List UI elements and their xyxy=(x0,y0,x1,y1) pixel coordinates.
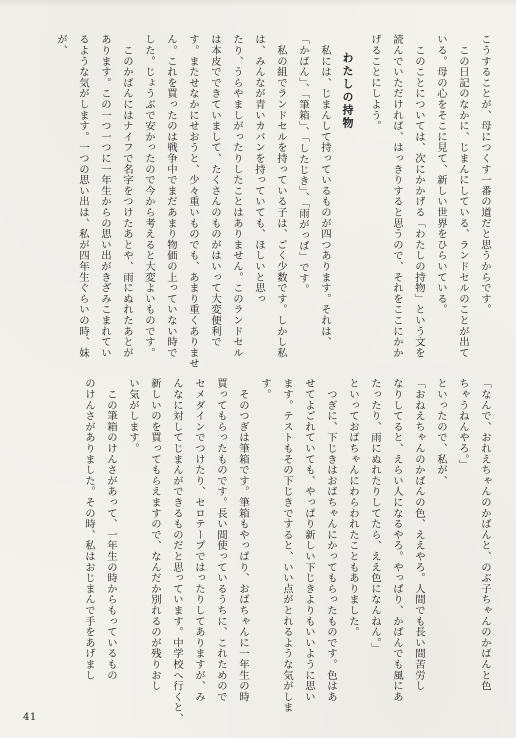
text-column: なりしてると、えらい人になるやろ。やっぱり、かばんでも風にあ xyxy=(391,378,403,702)
text-column: このかばんにはナイフで名字をつけたあとや、雨にぬれたあとが xyxy=(121,34,133,358)
text-column: のけんさがありました。その時、私はおじまんで手をあげまし xyxy=(83,378,95,681)
text-column: ん。これを買ったのは戦争中でまだあまり物価の上っていない時で xyxy=(165,34,177,358)
text-column: こうすることが、母につくす一番の道だと思うからです。 xyxy=(479,34,491,315)
text-column: たり、うらやましがったりしたことはありません。このランドセル xyxy=(231,34,243,358)
text-column: げることにしよう。 xyxy=(369,34,381,132)
text-column: このことについては、次にかかげる「わたしの持物」という文を xyxy=(413,34,425,358)
text-column: んなに対してじまんができるものだと思っています。中学校へ行くと、 xyxy=(171,378,183,724)
text-column: は本皮でできていまして、たくさんのものがはいって大変便利で xyxy=(209,34,221,348)
text-column: つぎに、下じきはおばちゃんにかってもらったものです。色はあ xyxy=(325,378,337,702)
text-column: が、 xyxy=(55,34,67,56)
text-column: ます。テストもその下じきですると、いい点がとれるような気がしま xyxy=(281,378,293,713)
text-column: といっておばちゃんにわらわれたこともありました。 xyxy=(347,378,359,638)
text-column: す。またせなかにせおうと、少々重いものでも、あまり重くありませ xyxy=(187,34,199,369)
page-number: 41 xyxy=(23,712,37,723)
text-column: 読んでいただければ、はっきりすると思うので、それをここにかか xyxy=(391,34,403,358)
text-column: す。 xyxy=(259,378,271,400)
text-column: といったので、私が、 xyxy=(435,378,447,486)
text-column: たったり、雨にぬれたりしてたら、ええ色になんねん。」 xyxy=(369,378,381,654)
text-column: そのつぎは筆箱です。筆箱もやっぱり、おばちゃんに一年生の時 xyxy=(237,378,249,702)
text-column: は、みんなが青いカバンを持っていても、ほしいと思っ xyxy=(253,34,265,304)
text-column: 「なんで、おれえちゃんのかばんと、のぶ子ちゃんのかばんと色 xyxy=(479,378,491,692)
upper-text-block xyxy=(10,34,496,369)
text-column: い気がします。 xyxy=(127,378,139,454)
text-column: 「かばん」、「筆箱」、「したじき」、「雨がっぱ」です。 xyxy=(297,34,309,295)
text-column: 私には、じまんして持っているものが四つあります。それは、 xyxy=(319,34,331,348)
text-column: ちゃうねんやろ。」 xyxy=(457,378,469,470)
text-column: この筆箱のけんさがあって、一年生の時からもっているもの xyxy=(105,378,117,681)
page-top-shadow xyxy=(0,0,516,6)
text-column: した。じょうぶで安かったので今から考えると大変よいものです。 xyxy=(143,34,155,358)
section-heading: わたしの持物 xyxy=(341,52,354,130)
text-column: この日記のなかに、じまんにしている、ランドセルのことが出て xyxy=(457,34,469,358)
text-column: るような気がします。一つの思い出は、私が四年生ぐらいの時、妹 xyxy=(77,34,89,358)
text-column: セメダインでつけたり、セロテープではったりしてありますが、み xyxy=(193,378,205,702)
text-column: 私の組でランドセルを持っている子は、ごく少数です。しかし私 xyxy=(275,34,287,358)
text-column: 新しいのを買ってもらえますので、なんだか別れるのが残りおし xyxy=(149,378,161,692)
text-column: いる。母の心をそこに見て、新しい世界をひらいている。 xyxy=(435,34,447,315)
text-column: 買ってもらったものです。長い間使っているうちに、これためので xyxy=(215,378,227,702)
text-column: あります。この一つ一つに一年生からの思い出がきざみこまれてい xyxy=(99,34,111,358)
text-column: せてよごれていても、やっぱり新しい下じきよりもいいように思い xyxy=(303,378,315,702)
text-column: 「おねえちゃんのかばんの色、ええやろ。人間でも長い間苦労し xyxy=(413,378,425,692)
